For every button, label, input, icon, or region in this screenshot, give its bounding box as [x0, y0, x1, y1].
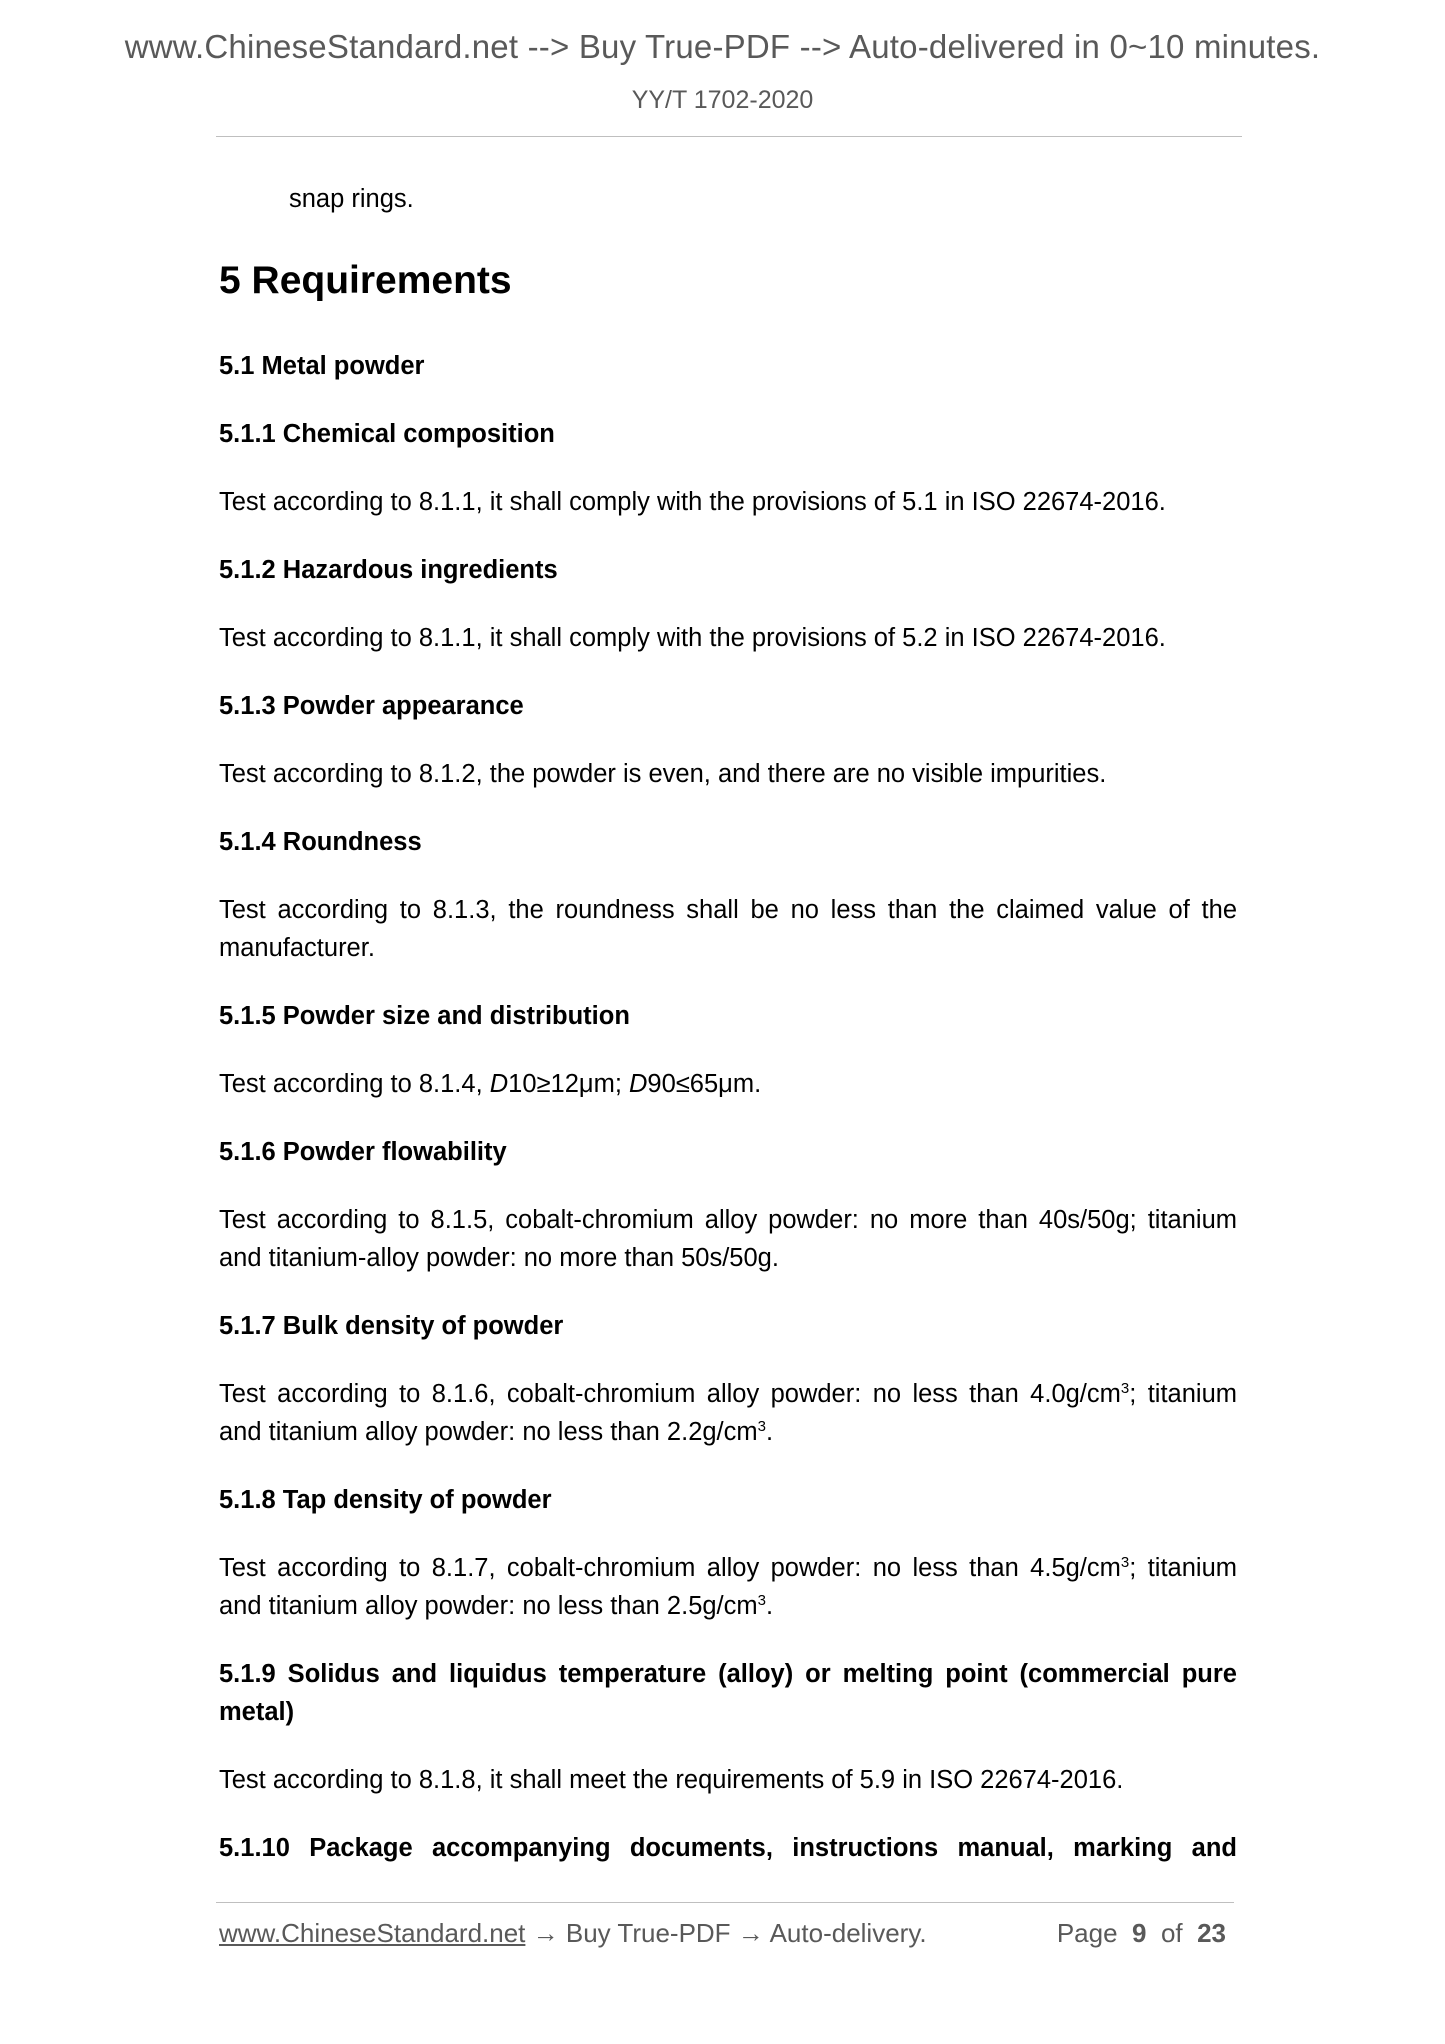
text-run: 90≤65μm. [647, 1070, 762, 1098]
text-run: Test according to 8.1.4, [219, 1070, 490, 1098]
heading-5-1: 5.1 Metal powder [219, 352, 425, 380]
heading-5-1-1: 5.1.1 Chemical composition [219, 420, 555, 448]
superscript: 3 [757, 1592, 766, 1609]
page-indicator [1057, 1918, 1226, 1949]
page-content [219, 180, 1237, 1897]
text-run: 10≥12μm; [508, 1070, 629, 1098]
italic-d: D [629, 1070, 648, 1098]
heading-5-1-5: 5.1.5 Powder size and distribution [219, 1002, 630, 1030]
heading-5-1-7: 5.1.7 Bulk density of powder [219, 1312, 564, 1340]
page-current: 9 [1132, 1918, 1147, 1948]
header-banner: www.ChineseStandard.net --> Buy True-PDF --> Auto-delivered in 0~10 minutes. [124, 28, 1321, 65]
paragraph-5-1-1: Test according to 8.1.1, it shall comply with the provisions of 5.1 in ISO 22674-2016. [219, 488, 1166, 516]
superscript: 3 [1120, 1554, 1130, 1571]
of-label: of [1160, 1918, 1183, 1948]
superscript: 3 [1120, 1380, 1130, 1397]
header-divider [216, 136, 1242, 137]
heading-5-1-3: 5.1.3 Powder appearance [219, 692, 524, 720]
paragraph-5-1-9: Test according to 8.1.8, it shall meet the requirements of 5.9 in ISO 22674-2016. [219, 1766, 1124, 1794]
paragraph-5-1-5 [219, 1065, 1237, 1103]
text-run: Test according to 8.1.6, cobalt-chromium alloy powder: no less than 4.0g/cm [219, 1380, 1121, 1408]
page-label: Page [1056, 1918, 1118, 1948]
carryover-text: snap rings. [289, 185, 414, 213]
paragraph-5-1-4: Test according to 8.1.3, the roundness shall be no less than the claimed value of the manufacturer. [219, 896, 1237, 962]
document-number: YY/T 1702-2020 [631, 86, 814, 114]
superscript: 3 [757, 1418, 766, 1435]
heading-5-1-8: 5.1.8 Tap density of powder [219, 1486, 552, 1514]
footer-link[interactable]: www.ChineseStandard.net [219, 1918, 526, 1948]
text-run: . [765, 1592, 774, 1620]
text-run: ; titanium and titanium alloy powder: no less than 2.2g/cm [219, 1380, 1237, 1446]
heading-5-1-2: 5.1.2 Hazardous ingredients [219, 556, 558, 584]
footer-left [219, 1918, 927, 1949]
italic-d: D [489, 1070, 509, 1098]
paragraph-5-1-3: Test according to 8.1.2, the powder is even, and there are no visible impurities. [219, 760, 1107, 788]
section-title: 5 Requirements [219, 259, 512, 302]
paragraph-5-1-8 [219, 1549, 1237, 1625]
footer-divider [216, 1902, 1234, 1903]
paragraph-5-1-6: Test according to 8.1.5, cobalt-chromium alloy powder: no more than 40s/50g; titanium and titanium-alloy powder: no more than 50s/50g. [219, 1206, 1237, 1272]
footer-delivery-text: Auto-delivery. [769, 1918, 927, 1948]
text-run: . [765, 1418, 774, 1446]
footer-buy-text: Buy True-PDF [565, 1918, 731, 1948]
heading-5-1-4: 5.1.4 Roundness [219, 828, 422, 856]
page-total: 23 [1197, 1918, 1226, 1948]
text-run: ; titanium and titanium alloy powder: no less than 2.5g/cm [219, 1554, 1237, 1620]
text-run: Test according to 8.1.7, cobalt-chromium alloy powder: no less than 4.5g/cm [219, 1554, 1121, 1582]
arrow-icon: → [525, 1918, 566, 1948]
arrow-icon: → [730, 1918, 770, 1948]
heading-5-1-9: 5.1.9 Solidus and liquidus temperature (alloy) or melting point (commercial pure metal) [219, 1660, 1237, 1726]
paragraph-5-1-2: Test according to 8.1.1, it shall comply with the provisions of 5.2 in ISO 22674-2016. [219, 624, 1166, 652]
heading-5-1-6: 5.1.6 Powder flowability [219, 1138, 507, 1166]
paragraph-5-1-7 [219, 1375, 1237, 1451]
heading-5-1-10: 5.1.10 Package accompanying documents, instructions manual, marking and [219, 1834, 1237, 1862]
